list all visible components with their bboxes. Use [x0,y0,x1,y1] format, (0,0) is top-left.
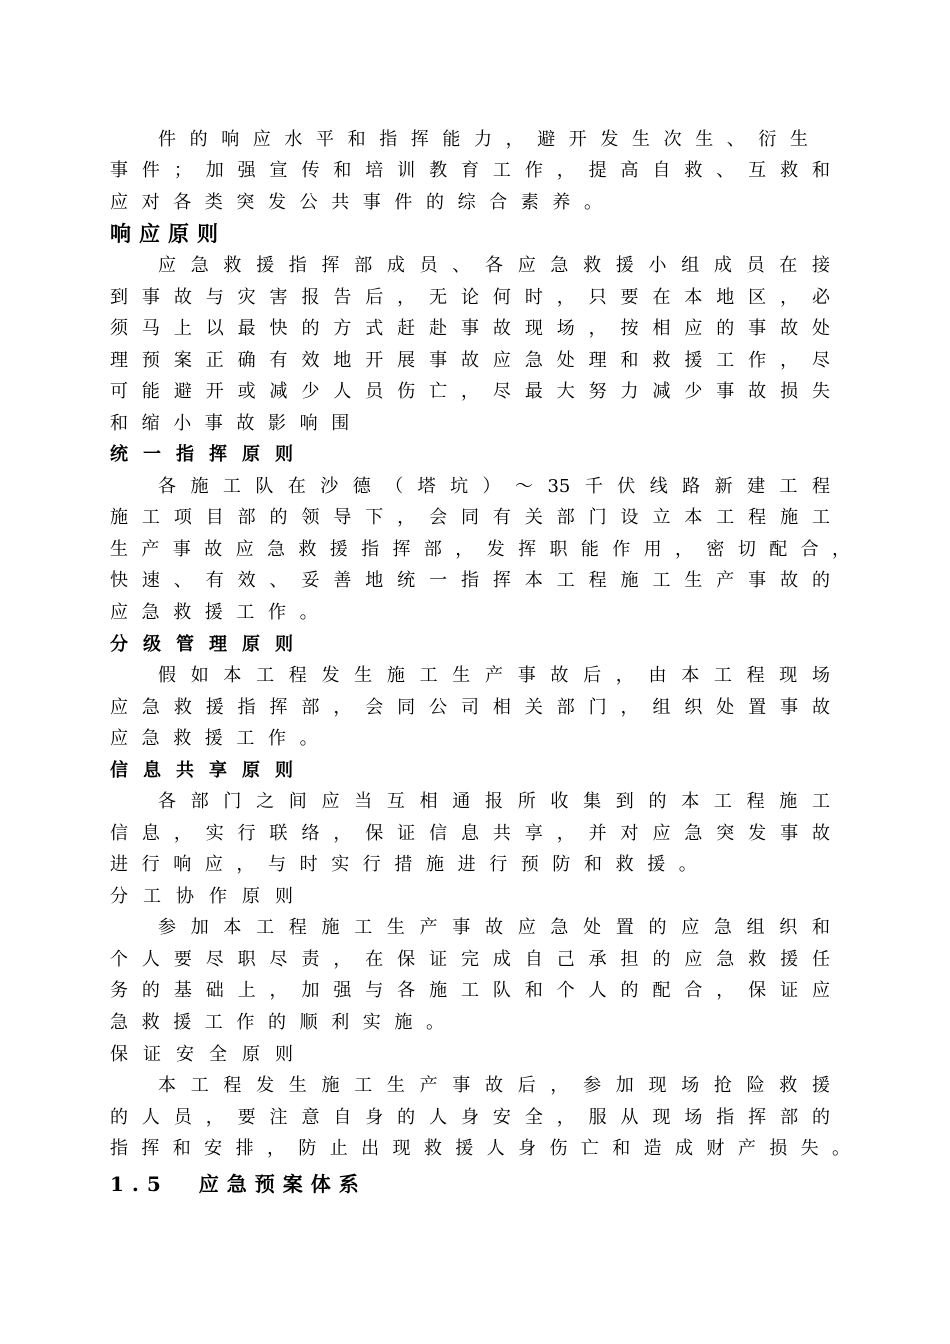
paragraph-line: 各部门之间应当互相通报所收集到的本工程施工 [158,791,830,812]
paragraph-line: 务的基础上，加强与各施工队和个人的配合，保证应 [110,980,830,1001]
paragraph-line: 的人员，要注意自身的人身安全，服从现场指挥部的 [110,1107,830,1128]
paragraph-line: 应急救援指挥部成员、各应急救援小组成员在接 [158,255,830,276]
paragraph-line: 参加本工程施工生产事故应急处置的应急组织和 [158,917,830,938]
paragraph-line: 指挥和安排，防止出现救援人身伤亡和造成财产损失。 [110,1138,850,1159]
paragraph-line: 和缩小事故影响围 [110,413,363,434]
paragraph-line: 须马上以最快的方式赶赴事故现场，按相应的事故处 [110,318,830,339]
paragraph-line: 信息，实行联络，保证信息共享，并对应急突发事故 [110,823,830,844]
paragraph-line: 件的响应水平和指挥能力，避开发生次生、衍生 [158,129,822,150]
paragraph-line: 应急救援工作。 [110,602,332,623]
paragraph-line: 个人要尽职尽责，在保证完成自己承担的应急救援任 [110,949,830,970]
heading-response-principle: 响应原则 [110,221,226,246]
paragraph-line: 急救援工作的顺利实施。 [110,1012,458,1033]
paragraph-line: 快速、有效、妥善地统一指挥本工程施工生产事故的 [110,570,830,591]
paragraph-line: 应对各类突发公共事件的综合素养。 [110,192,616,213]
heading-division-cooperation: 分工协作原则 [110,886,308,907]
paragraph-line: 假如本工程发生施工生产事故后，由本工程现场 [158,665,830,686]
heading-safety-guarantee: 保证安全原则 [110,1044,308,1065]
paragraph-line: 可能避开或减少人员伤亡，尽最大努力减少事故损失 [110,381,830,402]
heading-information-sharing: 信息共享原则 [110,760,308,781]
paragraph-line: 应急救援工作。 [110,728,332,749]
paragraph-line: 生产事故应急救援指挥部，发挥职能作用，密切配合， [110,539,850,560]
section-heading-emergency-plan-system: 1.5 应急预案体系 [110,1172,367,1196]
paragraph-line: 到事故与灾害报告后，无论何时，只要在本地区，必 [110,287,830,308]
paragraph-line: 本工程发生施工生产事故后，参加现场抢险救援 [158,1075,830,1096]
paragraph-line: 进行响应，与时实行措施进行预防和救援。 [110,854,711,875]
paragraph-line: 理预案正确有效地开展事故应急处理和救援工作，尽 [110,350,830,371]
paragraph-line: 各施工队在沙德（塔坑）～35千伏线路新建工程 [158,476,830,497]
paragraph-line: 事件；加强宣传和培训教育工作，提高自救、互救和 [110,160,830,181]
paragraph-line: 应急救援指挥部，会同公司相关部门，组织处置事故 [110,697,830,718]
heading-unified-command: 统一指挥原则 [110,444,308,465]
paragraph-line: 施工项目部的领导下，会同有关部门设立本工程施工 [110,507,830,528]
heading-graded-management: 分级管理原则 [110,634,308,655]
